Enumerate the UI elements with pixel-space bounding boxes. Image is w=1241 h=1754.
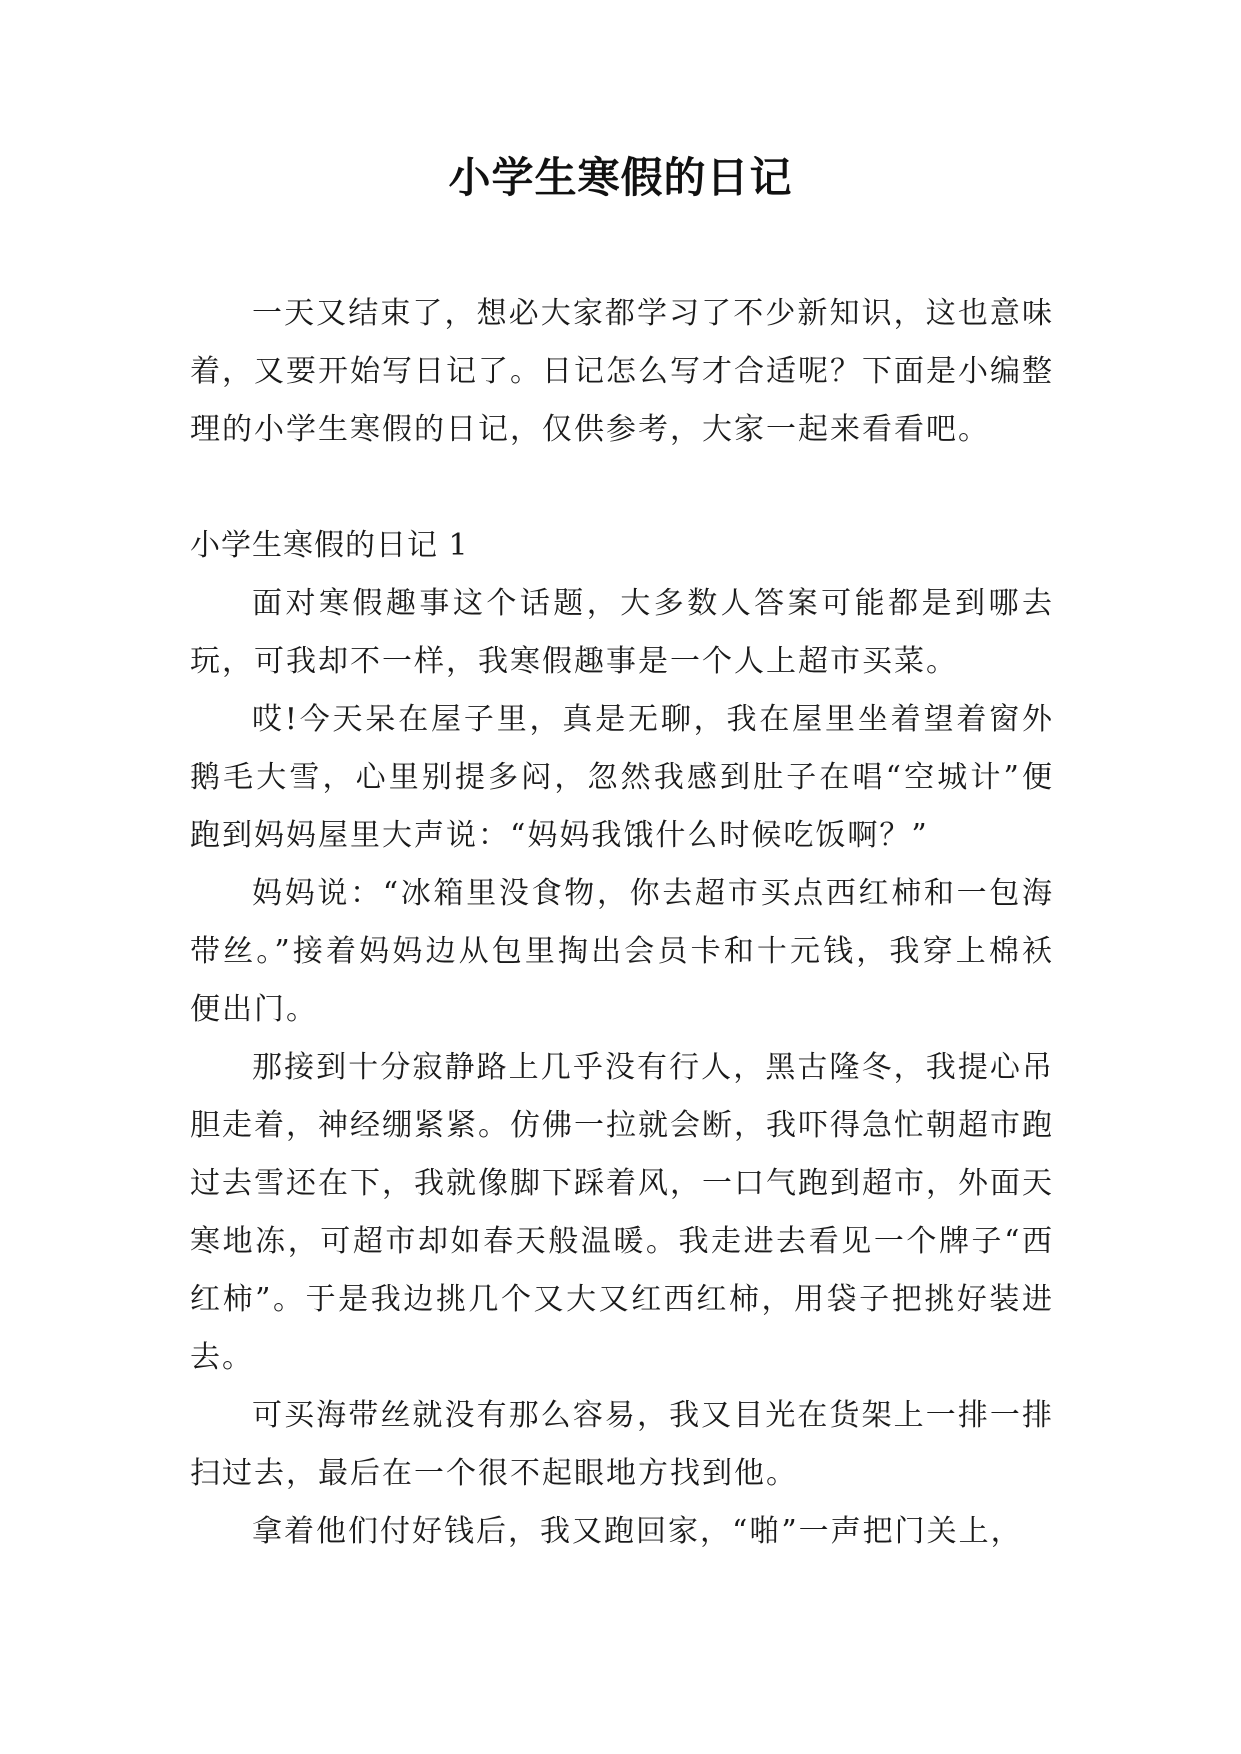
body-paragraph: 拿着他们付好钱后，我又跑回家，“啪”一声把门关上， xyxy=(252,1514,1023,1549)
document-body xyxy=(190,285,1054,1561)
section-heading: 小学生寒假的日记 1 xyxy=(190,528,469,563)
intro-paragraph: 一天又结束了，想必大家都学习了不少新知识，这也意味着，又要开始写日记了。日记怎么写才合适呢？下面是小编整理的小学生寒假的日记，仅供参考，大家一起来看看吧。 xyxy=(190,296,1054,447)
body-paragraph: 那接到十分寂静路上几乎没有行人，黑古隆冬，我提心吊胆走着，神经绷紧紧。仿佛一拉就会断，我吓得急忙朝超市跑过去雪还在下，我就像脚下踩着风，一口气跑到超市，外面天寒地冻，可超市却如春天般温暖。我走进去看见一个牌子“西红柿”。于是我边挑几个又大又红西红柿，用袋子把挑好装进去。 xyxy=(190,1050,1054,1375)
body-paragraph: 可买海带丝就没有那么容易，我又目光在货架上一排一排扫过去，最后在一个很不起眼地方找到他。 xyxy=(190,1398,1054,1491)
body-paragraph: 妈妈说：“冰箱里没食物，你去超市买点西红柿和一包海带丝。”接着妈妈边从包里掏出会员卡和十元钱，我穿上棉袄便出门。 xyxy=(190,876,1054,1027)
body-paragraph: 面对寒假趣事这个话题，大多数人答案可能都是到哪去玩，可我却不一样，我寒假趣事是一个人上超市买菜。 xyxy=(190,586,1054,679)
body-paragraph: 哎!今天呆在屋子里，真是无聊，我在屋里坐着望着窗外鹅毛大雪，心里别提多闷，忽然我感到肚子在唱“空城计”便跑到妈妈屋里大声说：“妈妈我饿什么时候吃饭啊？” xyxy=(190,702,1054,853)
document-title: 小学生寒假的日记 xyxy=(448,153,793,202)
